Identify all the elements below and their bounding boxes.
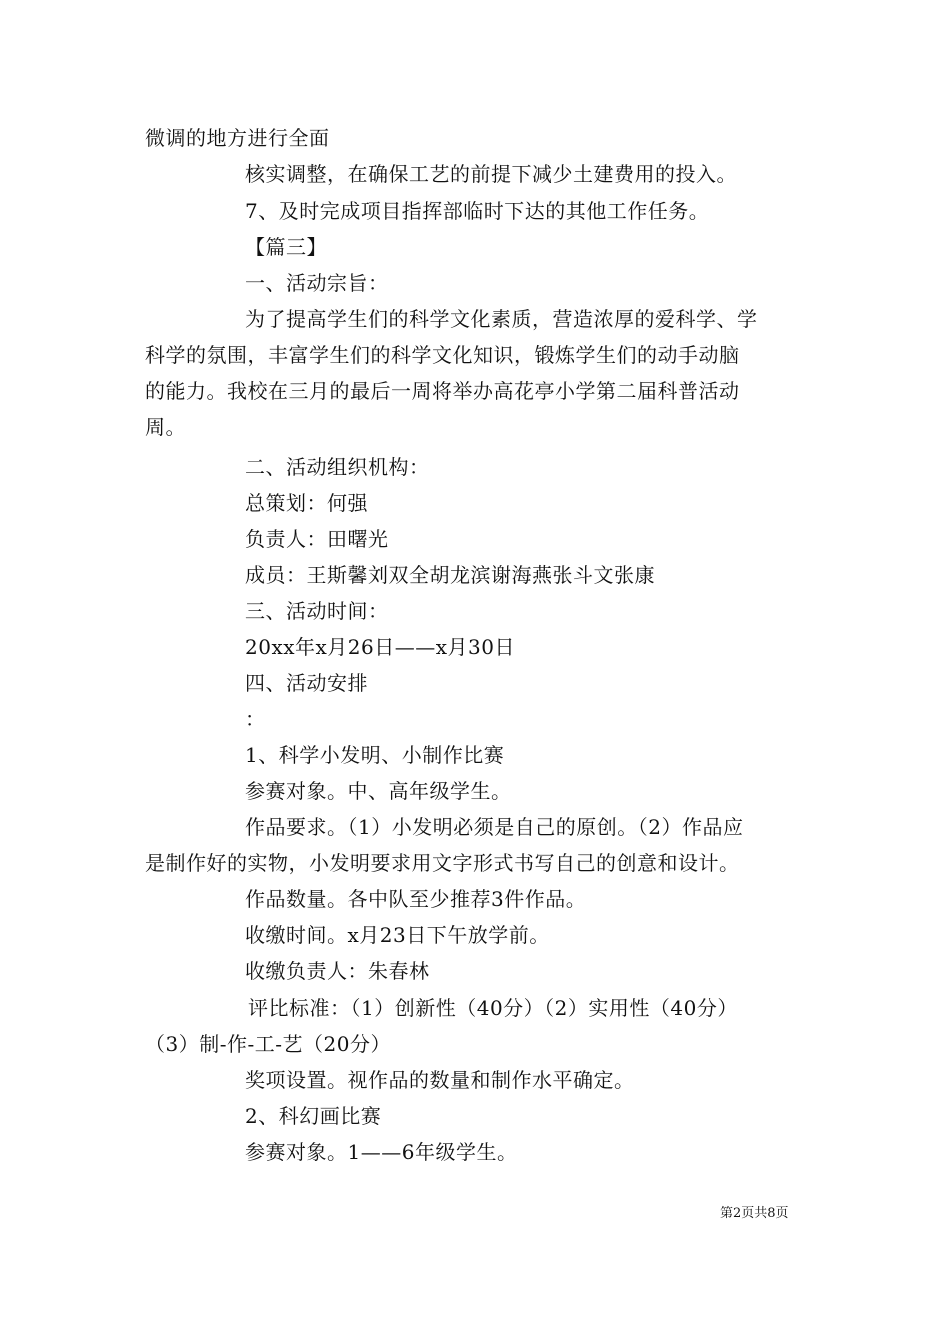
- text-line: 周。: [145, 415, 186, 439]
- text-line: 作品数量。各中队至少推荐3件作品。: [245, 887, 587, 911]
- text-line: 负责人：田曙光: [245, 527, 389, 551]
- page-number: 第2页共8页: [720, 1206, 789, 1221]
- section-heading: 【篇三】: [245, 235, 327, 259]
- text-line: 核实调整，在确保工艺的前提下减少土建费用的投入。: [245, 162, 737, 186]
- subsection-heading: 一、活动宗旨：: [245, 271, 389, 295]
- text-line: 奖项设置。视作品的数量和制作水平确定。: [245, 1068, 635, 1092]
- text-line: 作品要求。（1）小发明必须是自己的原创。（2）作品应: [245, 815, 744, 839]
- text-line: 2、科幻画比赛: [245, 1104, 382, 1128]
- text-line: 20xx年x月26日——x月30日: [245, 635, 515, 659]
- text-line: 为了提高学生们的科学文化素质，营造浓厚的爱科学、学: [245, 307, 758, 331]
- subsection-heading: 三、活动时间：: [245, 599, 389, 623]
- text-line: ：: [245, 707, 266, 731]
- text-line: 1、科学小发明、小制作比赛: [245, 743, 505, 767]
- subsection-heading: 四、活动安排: [245, 671, 368, 695]
- text-line: 参赛对象。1——6年级学生。: [245, 1140, 518, 1164]
- text-line: 总策划：何强: [245, 491, 368, 515]
- text-line: 收缴负责人：朱春林: [245, 959, 430, 983]
- text-line: 评比标准：（1）创新性（40分）（2）实用性（40分）: [248, 996, 738, 1020]
- text-line: （3）制-作-工-艺（20分）: [145, 1032, 391, 1056]
- text-line: 7、及时完成项目指挥部临时下达的其他工作任务。: [245, 199, 710, 223]
- text-line: 是制作好的实物，小发明要求用文字形式书写自己的创意和设计。: [145, 851, 740, 875]
- text-line: 的能力。我校在三月的最后一周将举办高花亭小学第二届科普活动: [145, 379, 740, 403]
- text-line: 微调的地方进行全面: [145, 126, 330, 150]
- text-line: 成员：王斯馨刘双全胡龙滨谢海燕张斗文张康: [245, 563, 655, 587]
- text-line: 科学的氛围，丰富学生们的科学文化知识，锻炼学生们的动手动脑: [145, 343, 740, 367]
- subsection-heading: 二、活动组织机构：: [245, 455, 430, 479]
- text-line: 收缴时间。x月23日下午放学前。: [245, 923, 550, 947]
- text-line: 参赛对象。中、高年级学生。: [245, 779, 512, 803]
